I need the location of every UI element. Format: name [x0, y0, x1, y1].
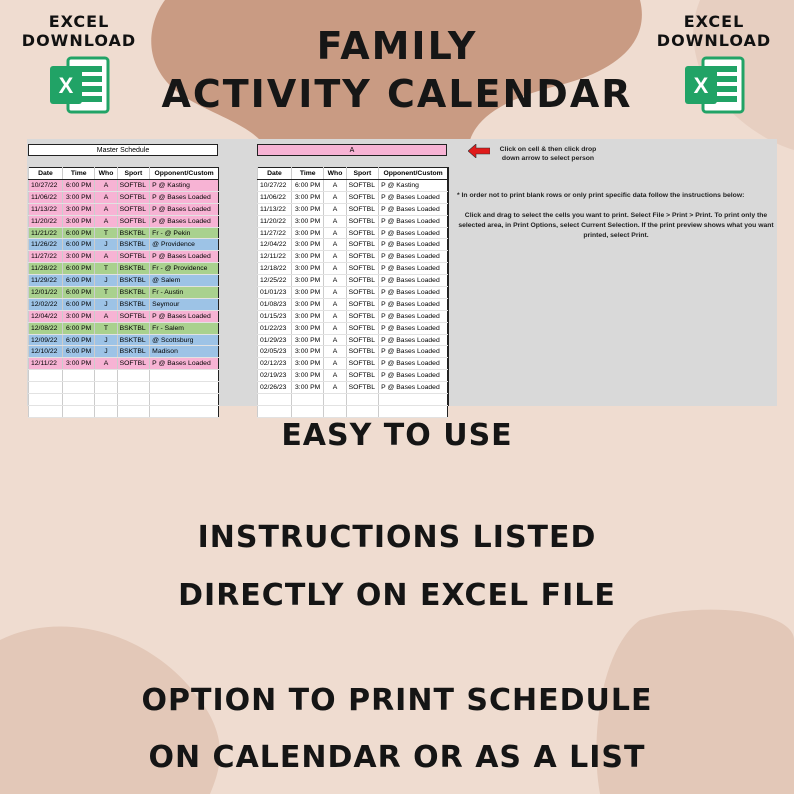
cell-opp[interactable]: P @ Kasting [150, 180, 219, 192]
cell-who[interactable]: J [95, 275, 117, 287]
cell-date[interactable]: 01/01/23 [258, 287, 292, 299]
cell-time[interactable]: 6:00 PM [62, 322, 95, 334]
table-header-row [29, 168, 219, 180]
cell-time[interactable]: 3:00 PM [291, 227, 324, 239]
cell-date[interactable]: 02/05/23 [258, 346, 292, 358]
cell-opp[interactable]: P @ Bases Loaded [379, 334, 448, 346]
cell-date[interactable]: 11/20/22 [258, 215, 292, 227]
column-header: Opponent/Custom [379, 168, 448, 180]
table-row[interactable] [29, 334, 219, 346]
cell-opp[interactable]: @ Salem [150, 275, 219, 287]
cell-who[interactable]: J [95, 346, 117, 358]
cell-sport[interactable]: SOFTBL [346, 215, 379, 227]
cell-who[interactable]: A [324, 346, 346, 358]
cell-opp[interactable]: Fr - @ Pekin [150, 227, 219, 239]
cell-date[interactable]: 12/11/22 [29, 358, 63, 370]
cell-date[interactable] [29, 370, 63, 382]
cell-time[interactable]: 6:00 PM [62, 346, 95, 358]
cell-who[interactable]: A [324, 203, 346, 215]
cell-time[interactable]: 6:00 PM [62, 298, 95, 310]
hint-text [489, 146, 607, 162]
cell-time[interactable]: 3:00 PM [291, 370, 324, 382]
cell-sport[interactable]: SOFTBL [117, 310, 150, 322]
cell-who[interactable]: T [95, 263, 117, 275]
cell-time[interactable]: 3:00 PM [62, 358, 95, 370]
table-row[interactable] [29, 263, 219, 275]
cell-opp[interactable]: @ Providence [150, 239, 219, 251]
cell-who[interactable]: A [324, 191, 346, 203]
cell-sport[interactable]: SOFTBL [346, 334, 379, 346]
cell-sport[interactable]: SOFTBL [346, 298, 379, 310]
cell-sport[interactable]: SOFTBL [346, 346, 379, 358]
cell-who[interactable]: A [324, 215, 346, 227]
cell-sport[interactable] [117, 382, 150, 394]
table-header-row [258, 168, 448, 180]
cell-opp[interactable]: @ Scottsburg [150, 334, 219, 346]
cell-time[interactable]: 3:00 PM [291, 287, 324, 299]
column-header: Who [95, 168, 117, 180]
cell-who[interactable] [95, 405, 117, 417]
cell-time[interactable]: 3:00 PM [62, 203, 95, 215]
cell-time[interactable]: 3:00 PM [291, 358, 324, 370]
cell-opp[interactable]: P @ Bases Loaded [379, 215, 448, 227]
table-row[interactable] [29, 191, 219, 203]
table-row[interactable] [258, 322, 448, 334]
badge-line1: EXCEL [683, 12, 745, 31]
cell-time[interactable]: 6:00 PM [62, 287, 95, 299]
cell-opp[interactable]: P @ Bases Loaded [150, 215, 219, 227]
spreadsheet-preview [27, 139, 777, 406]
feature-easy: EASY TO USE [281, 418, 513, 453]
page-title-line2: ACTIVITY CALENDAR [161, 72, 633, 116]
table-row[interactable] [258, 287, 448, 299]
table-row[interactable] [258, 227, 448, 239]
cell-sport[interactable]: SOFTBL [346, 227, 379, 239]
cell-date[interactable]: 11/27/22 [258, 227, 292, 239]
cell-date[interactable]: 12/18/22 [258, 263, 292, 275]
cell-time[interactable]: 6:00 PM [62, 263, 95, 275]
table-row[interactable] [29, 251, 219, 263]
cell-time[interactable]: 3:00 PM [291, 322, 324, 334]
empty-row[interactable] [29, 405, 219, 417]
table-row[interactable] [258, 346, 448, 358]
hint-line2: down arrow to select person [501, 155, 595, 162]
cell-sport[interactable]: SOFTBL [346, 382, 379, 394]
table-row[interactable] [29, 346, 219, 358]
cell-sport[interactable]: SOFTBL [346, 180, 379, 192]
cell-date[interactable]: 12/09/22 [29, 334, 63, 346]
cell-who[interactable]: A [95, 310, 117, 322]
cell-opp[interactable] [379, 405, 448, 417]
table-row[interactable] [258, 180, 448, 192]
cell-date[interactable] [29, 405, 63, 417]
cell-time[interactable]: 3:00 PM [291, 191, 324, 203]
cell-time[interactable]: 6:00 PM [62, 334, 95, 346]
empty-row[interactable] [29, 394, 219, 406]
cell-date[interactable]: 02/12/23 [258, 358, 292, 370]
cell-sport[interactable]: BSKTBL [117, 275, 150, 287]
cell-sport[interactable] [117, 370, 150, 382]
master-schedule-label: Master Schedule [28, 144, 218, 156]
table-row[interactable] [29, 322, 219, 334]
cell-date[interactable]: 02/26/23 [258, 382, 292, 394]
cell-opp[interactable]: P @ Kasting [379, 180, 448, 192]
cell-date[interactable]: 12/02/22 [29, 298, 63, 310]
cell-time[interactable]: 6:00 PM [62, 275, 95, 287]
cell-who[interactable]: A [324, 322, 346, 334]
table-row[interactable] [29, 239, 219, 251]
cell-who[interactable]: J [95, 239, 117, 251]
empty-row[interactable] [258, 394, 448, 406]
cell-who[interactable]: A [324, 180, 346, 192]
cell-who[interactable]: A [324, 287, 346, 299]
cell-sport[interactable]: SOFTBL [346, 251, 379, 263]
cell-time[interactable] [291, 394, 324, 406]
cell-who[interactable]: J [95, 298, 117, 310]
cell-who[interactable]: A [324, 227, 346, 239]
master-schedule-table [28, 167, 219, 418]
table-row[interactable] [258, 239, 448, 251]
cell-opp[interactable]: P @ Bases Loaded [150, 191, 219, 203]
cell-date[interactable] [258, 394, 292, 406]
feature-print-line1: OPTION TO PRINT SCHEDULE [141, 683, 653, 718]
cell-date[interactable]: 12/08/22 [29, 322, 63, 334]
cell-who[interactable]: A [324, 239, 346, 251]
cell-who[interactable]: A [324, 370, 346, 382]
cell-opp[interactable]: P @ Bases Loaded [379, 346, 448, 358]
cell-opp[interactable] [150, 370, 219, 382]
table-row[interactable] [258, 203, 448, 215]
cell-sport[interactable]: BSKTBL [117, 287, 150, 299]
cell-date[interactable]: 11/13/22 [258, 203, 292, 215]
cell-who[interactable] [324, 405, 346, 417]
cell-date[interactable]: 12/10/22 [29, 346, 63, 358]
empty-row[interactable] [29, 382, 219, 394]
cell-time[interactable]: 3:00 PM [291, 298, 324, 310]
cell-sport[interactable]: SOFTBL [346, 203, 379, 215]
cell-time[interactable]: 3:00 PM [291, 334, 324, 346]
cell-opp[interactable]: P @ Bases Loaded [379, 263, 448, 275]
cell-time[interactable]: 3:00 PM [291, 382, 324, 394]
cell-time[interactable]: 3:00 PM [62, 251, 95, 263]
cell-time[interactable]: 3:00 PM [291, 310, 324, 322]
badge-line2: DOWNLOAD [656, 31, 772, 50]
cell-date[interactable]: 02/19/23 [258, 370, 292, 382]
table-row[interactable] [258, 370, 448, 382]
empty-row[interactable] [258, 405, 448, 417]
cell-opp[interactable]: P @ Bases Loaded [379, 358, 448, 370]
cell-opp[interactable]: P @ Bases Loaded [379, 275, 448, 287]
table-row[interactable] [258, 263, 448, 275]
cell-opp[interactable]: P @ Bases Loaded [379, 370, 448, 382]
instruction-note-1: * In order not to print blank rows or only print specific data follow the instructions below: [457, 192, 745, 199]
cell-date[interactable]: 12/25/22 [258, 275, 292, 287]
cell-who[interactable]: A [95, 251, 117, 263]
cell-date[interactable]: 01/22/23 [258, 322, 292, 334]
cell-date[interactable]: 12/01/22 [29, 287, 63, 299]
person-select-cell[interactable]: A [257, 144, 447, 156]
column-header: Time [291, 168, 324, 180]
cell-who[interactable] [95, 394, 117, 406]
cell-sport[interactable]: SOFTBL [117, 191, 150, 203]
cell-sport[interactable]: BSKTBL [117, 227, 150, 239]
cell-time[interactable]: 6:00 PM [62, 227, 95, 239]
cell-sport[interactable]: SOFTBL [117, 215, 150, 227]
cell-time[interactable]: 3:00 PM [62, 191, 95, 203]
cell-time[interactable]: 6:00 PM [62, 180, 95, 192]
cell-date[interactable]: 11/06/22 [258, 191, 292, 203]
cell-time[interactable]: 3:00 PM [291, 203, 324, 215]
cell-sport[interactable] [117, 405, 150, 417]
cell-opp[interactable] [379, 394, 448, 406]
cell-opp[interactable]: Fr - Salem [150, 322, 219, 334]
cell-time[interactable]: 6:00 PM [291, 180, 324, 192]
cell-date[interactable]: 12/11/22 [258, 251, 292, 263]
cell-opp[interactable]: P @ Bases Loaded [379, 191, 448, 203]
cell-date[interactable]: 11/13/22 [29, 203, 63, 215]
table-row[interactable] [258, 310, 448, 322]
empty-row[interactable] [29, 370, 219, 382]
cell-date[interactable]: 01/29/23 [258, 334, 292, 346]
cell-who[interactable]: A [95, 180, 117, 192]
column-header: Date [29, 168, 63, 180]
cell-time[interactable] [291, 405, 324, 417]
cell-sport[interactable]: BSKTBL [117, 239, 150, 251]
cell-sport[interactable]: SOFTBL [346, 322, 379, 334]
cell-opp[interactable]: P @ Bases Loaded [150, 251, 219, 263]
cell-sport[interactable]: SOFTBL [117, 180, 150, 192]
feature-instructions-line1: INSTRUCTIONS LISTED [197, 520, 597, 555]
cell-opp[interactable] [150, 405, 219, 417]
cell-sport[interactable]: SOFTBL [346, 310, 379, 322]
table-row[interactable] [29, 287, 219, 299]
table-row[interactable] [258, 215, 448, 227]
cell-opp[interactable]: P @ Bases Loaded [379, 382, 448, 394]
cell-opp[interactable]: P @ Bases Loaded [379, 310, 448, 322]
cell-sport[interactable]: SOFTBL [346, 287, 379, 299]
badge-line1: EXCEL [48, 12, 110, 31]
cell-who[interactable]: T [95, 322, 117, 334]
cell-who[interactable]: A [324, 358, 346, 370]
cell-time[interactable]: 3:00 PM [62, 215, 95, 227]
cell-date[interactable]: 11/21/22 [29, 227, 63, 239]
table-row[interactable] [29, 227, 219, 239]
table-row[interactable] [29, 298, 219, 310]
cell-time[interactable] [62, 370, 95, 382]
cell-opp[interactable]: P @ Bases Loaded [379, 298, 448, 310]
cell-date[interactable]: 01/08/23 [258, 298, 292, 310]
cell-sport[interactable] [346, 394, 379, 406]
cell-opp[interactable]: P @ Bases Loaded [150, 310, 219, 322]
cell-sport[interactable]: SOFTBL [346, 263, 379, 275]
table-row[interactable] [258, 275, 448, 287]
cell-who[interactable]: A [324, 275, 346, 287]
cell-who[interactable]: A [324, 382, 346, 394]
cell-opp[interactable]: Fr - @ Providence [150, 263, 219, 275]
cell-date[interactable] [29, 382, 63, 394]
column-header: Date [258, 168, 292, 180]
cell-sport[interactable]: SOFTBL [117, 358, 150, 370]
cell-date[interactable]: 11/27/22 [29, 251, 63, 263]
cell-date[interactable]: 11/28/22 [29, 263, 63, 275]
cell-who[interactable]: A [324, 263, 346, 275]
cell-time[interactable]: 3:00 PM [291, 263, 324, 275]
feature-instructions-line2: DIRECTLY ON EXCEL FILE [178, 578, 616, 613]
cell-opp[interactable]: P @ Bases Loaded [379, 203, 448, 215]
cell-time[interactable]: 3:00 PM [291, 275, 324, 287]
cell-date[interactable]: 11/26/22 [29, 239, 63, 251]
instructions-panel [448, 167, 778, 406]
table-row[interactable] [258, 382, 448, 394]
cell-sport[interactable]: SOFTBL [117, 251, 150, 263]
cell-who[interactable]: A [95, 203, 117, 215]
cell-time[interactable] [62, 382, 95, 394]
feature-print-line2: ON CALENDAR OR AS A LIST [148, 740, 646, 775]
cell-opp[interactable]: P @ Bases Loaded [379, 239, 448, 251]
cell-sport[interactable]: BSKTBL [117, 298, 150, 310]
cell-time[interactable]: 3:00 PM [291, 251, 324, 263]
badge-line2: DOWNLOAD [21, 31, 137, 50]
cell-date[interactable]: 12/04/22 [29, 310, 63, 322]
cell-who[interactable] [95, 382, 117, 394]
cell-opp[interactable] [150, 382, 219, 394]
cell-opp[interactable]: P @ Bases Loaded [379, 227, 448, 239]
table-row[interactable] [258, 334, 448, 346]
table-row[interactable] [29, 215, 219, 227]
cell-date[interactable]: 10/27/22 [29, 180, 63, 192]
table-row[interactable] [29, 203, 219, 215]
cell-date[interactable]: 11/06/22 [29, 191, 63, 203]
cell-who[interactable]: A [95, 215, 117, 227]
cell-time[interactable]: 3:00 PM [291, 239, 324, 251]
table-row[interactable] [29, 310, 219, 322]
table-row[interactable] [29, 275, 219, 287]
cell-opp[interactable]: P @ Bases Loaded [150, 358, 219, 370]
cell-opp[interactable]: P @ Bases Loaded [379, 322, 448, 334]
cell-sport[interactable]: SOFTBL [346, 191, 379, 203]
cell-time[interactable] [62, 394, 95, 406]
cell-time[interactable] [62, 405, 95, 417]
cell-sport[interactable]: SOFTBL [346, 358, 379, 370]
cell-sport[interactable]: BSKTBL [117, 346, 150, 358]
cell-time[interactable]: 6:00 PM [62, 239, 95, 251]
cell-sport[interactable] [346, 405, 379, 417]
hint-line1: Click on cell & then click drop [499, 146, 597, 153]
cell-opp[interactable]: Fr - Austin [150, 287, 219, 299]
cell-sport[interactable]: SOFTBL [117, 203, 150, 215]
table-row[interactable] [258, 298, 448, 310]
cell-who[interactable] [95, 370, 117, 382]
column-header: Sport [346, 168, 379, 180]
cell-sport[interactable]: SOFTBL [346, 275, 379, 287]
person-schedule-table [257, 167, 448, 418]
column-header: Opponent/Custom [150, 168, 219, 180]
cell-sport[interactable]: SOFTBL [346, 370, 379, 382]
cell-who[interactable]: A [324, 251, 346, 263]
cell-date[interactable]: 12/04/22 [258, 239, 292, 251]
table-row[interactable] [258, 251, 448, 263]
cell-who[interactable]: A [95, 358, 117, 370]
cell-date[interactable]: 10/27/22 [258, 180, 292, 192]
cell-sport[interactable] [117, 394, 150, 406]
cell-time[interactable]: 3:00 PM [62, 310, 95, 322]
table-row[interactable] [29, 358, 219, 370]
cell-date[interactable] [29, 394, 63, 406]
cell-who[interactable]: A [324, 310, 346, 322]
cell-sport[interactable]: BSKTBL [117, 322, 150, 334]
cell-time[interactable]: 3:00 PM [291, 215, 324, 227]
svg-text:X: X [693, 73, 709, 98]
cell-opp[interactable]: P @ Bases Loaded [379, 251, 448, 263]
cell-time[interactable]: 3:00 PM [291, 346, 324, 358]
instruction-note-2: Click and drag to select the cells you want to print. Select File > Print > Print. To print only the selected area, in Print Options, select Current Selection. If the print preview shows what you want printed, select Print. [458, 212, 774, 239]
table-row[interactable] [258, 358, 448, 370]
cell-opp[interactable]: P @ Bases Loaded [150, 203, 219, 215]
svg-text:X: X [58, 73, 74, 98]
cell-sport[interactable]: BSKTBL [117, 334, 150, 346]
column-header: Sport [117, 168, 150, 180]
column-header: Time [62, 168, 95, 180]
cell-who[interactable] [324, 394, 346, 406]
cell-sport[interactable]: BSKTBL [117, 263, 150, 275]
cell-opp[interactable]: Seymour [150, 298, 219, 310]
red-arrow-icon [468, 144, 490, 158]
cell-date[interactable]: 11/29/22 [29, 275, 63, 287]
cell-date[interactable]: 11/20/22 [29, 215, 63, 227]
page-title-line1: FAMILY [316, 24, 478, 68]
cell-who[interactable]: A [324, 298, 346, 310]
cell-who[interactable]: T [95, 227, 117, 239]
cell-date[interactable]: 01/15/23 [258, 310, 292, 322]
table-row[interactable] [29, 180, 219, 192]
cell-opp[interactable]: Madison [150, 346, 219, 358]
cell-date[interactable] [258, 405, 292, 417]
table-row[interactable] [258, 191, 448, 203]
cell-who[interactable]: T [95, 287, 117, 299]
cell-who[interactable]: A [324, 334, 346, 346]
cell-sport[interactable]: SOFTBL [346, 239, 379, 251]
cell-opp[interactable] [150, 394, 219, 406]
cell-opp[interactable]: P @ Bases Loaded [379, 287, 448, 299]
cell-who[interactable]: J [95, 334, 117, 346]
column-header: Who [324, 168, 346, 180]
cell-who[interactable]: A [95, 191, 117, 203]
